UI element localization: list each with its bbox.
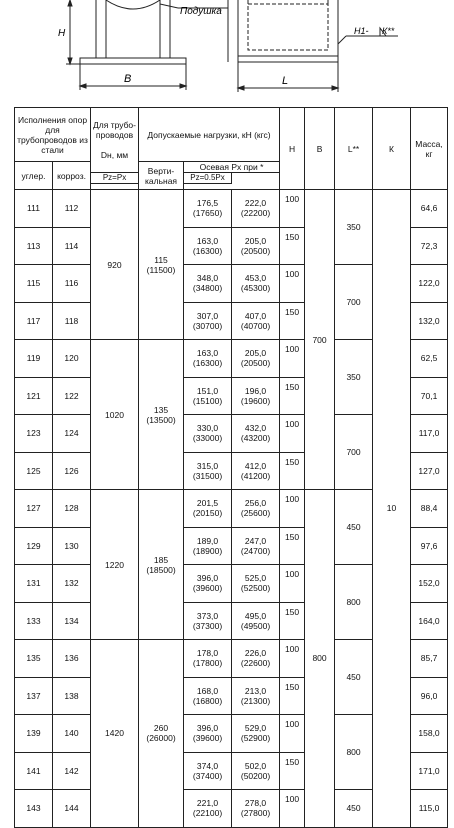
cell-mass: 72,3 — [411, 227, 448, 265]
cell-mass: 164,0 — [411, 602, 448, 640]
cell-pz-half: 256,0 (25600) — [232, 490, 280, 528]
supports-table — [14, 107, 448, 828]
header-loads: Допускаемые нагрузки, кН (кгс) — [139, 108, 280, 162]
cell-carbon: 121 — [15, 377, 53, 415]
cell-h: 100 — [280, 415, 305, 453]
cell-mass: 127,0 — [411, 452, 448, 490]
cell-corrosion: 122 — [53, 377, 91, 415]
cell-corrosion: 132 — [53, 565, 91, 603]
cell-dn: 1020 — [91, 340, 139, 490]
label-podushka: Подушка — [180, 6, 222, 17]
cell-carbon: 141 — [15, 752, 53, 790]
cell-pz-px: 189,0 (18900) — [184, 527, 232, 565]
cell-corrosion: 136 — [53, 640, 91, 678]
cell-pz-px: 374,0 (37400) — [184, 752, 232, 790]
cell-corrosion: 114 — [53, 227, 91, 265]
cell-l: 350 — [335, 190, 373, 265]
cell-carbon: 113 — [15, 227, 53, 265]
cell-pz-px: 315,0 (31500) — [184, 452, 232, 490]
cell-h: 150 — [280, 752, 305, 790]
cell-pz-px: 330,0 (33000) — [184, 415, 232, 453]
cell-pz-px: 221,0 (22100) — [184, 790, 232, 828]
callout-h1: Н1- — [354, 26, 369, 36]
cell-b: 800 — [305, 490, 335, 828]
cell-mass: 62,5 — [411, 340, 448, 378]
cell-l: 700 — [335, 415, 373, 490]
header-pz-px: Pz=Px — [91, 173, 139, 184]
header-mass: Масса, кг — [411, 108, 448, 190]
cell-h: 100 — [280, 490, 305, 528]
header-pipes: Для трубо-проводов Dн, мм — [91, 108, 139, 173]
cell-l: 450 — [335, 790, 373, 828]
cell-pz-px: 396,0 (39600) — [184, 715, 232, 753]
cell-pz-px: 163,0 (16300) — [184, 340, 232, 378]
cell-l: 450 — [335, 640, 373, 715]
cell-corrosion: 128 — [53, 490, 91, 528]
cell-pz-px: 178,0 (17800) — [184, 640, 232, 678]
cell-carbon: 133 — [15, 602, 53, 640]
cell-mass: 96,0 — [411, 677, 448, 715]
cell-h: 100 — [280, 715, 305, 753]
cell-h: 100 — [280, 340, 305, 378]
cell-corrosion: 130 — [53, 527, 91, 565]
cell-pz-half: 502,0 (50200) — [232, 752, 280, 790]
cell-pz-px: 348,0 (34800) — [184, 265, 232, 303]
cell-pz-half: 495,0 (49500) — [232, 602, 280, 640]
cell-pz-px: 151,0 (15100) — [184, 377, 232, 415]
cell-mass: 85,7 — [411, 640, 448, 678]
cell-carbon: 123 — [15, 415, 53, 453]
cell-pz-half: 205,0 (20500) — [232, 340, 280, 378]
header-executions: Исполнения опор для трубопроводов из стали — [15, 108, 91, 162]
cell-carbon: 131 — [15, 565, 53, 603]
callout-k: К** — [382, 26, 395, 36]
cell-mass: 132,0 — [411, 302, 448, 340]
cell-pz-half: 247,0 (24700) — [232, 527, 280, 565]
cell-h: 150 — [280, 377, 305, 415]
cell-vertical: 185 (18500) — [139, 490, 184, 640]
cell-corrosion: 144 — [53, 790, 91, 828]
cell-h: 100 — [280, 565, 305, 603]
dim-b-label: В — [124, 73, 132, 85]
header-axial: Осевая Рх при * — [184, 162, 280, 173]
cell-carbon: 135 — [15, 640, 53, 678]
header-pz-half: Pz=0.5Px — [184, 173, 232, 184]
cell-pz-half: 525,0 (52500) — [232, 565, 280, 603]
cell-pz-px: 201,5 (20150) — [184, 490, 232, 528]
cell-carbon: 139 — [15, 715, 53, 753]
cell-carbon: 115 — [15, 265, 53, 303]
cell-l: 350 — [335, 340, 373, 415]
cell-h: 100 — [280, 190, 305, 228]
cell-corrosion: 126 — [53, 452, 91, 490]
cell-carbon: 117 — [15, 302, 53, 340]
cell-pz-half: 412,0 (41200) — [232, 452, 280, 490]
cell-b: 700 — [305, 190, 335, 490]
cell-pz-half: 407,0 (40700) — [232, 302, 280, 340]
cell-corrosion: 142 — [53, 752, 91, 790]
cell-carbon: 119 — [15, 340, 53, 378]
header-corrosion: корроз. — [53, 162, 91, 190]
cell-dn: 1420 — [91, 640, 139, 828]
cell-dn: 920 — [91, 190, 139, 340]
dim-h-label: Н — [58, 28, 66, 39]
cell-mass: 117,0 — [411, 415, 448, 453]
cell-corrosion: 134 — [53, 602, 91, 640]
cell-mass: 152,0 — [411, 565, 448, 603]
cell-carbon: 127 — [15, 490, 53, 528]
cell-pz-half: 278,0 (27800) — [232, 790, 280, 828]
cell-pz-half: 226,0 (22600) — [232, 640, 280, 678]
cell-pz-px: 307,0 (30700) — [184, 302, 232, 340]
cell-mass: 122,0 — [411, 265, 448, 303]
cell-carbon: 137 — [15, 677, 53, 715]
support-drawing — [0, 0, 454, 100]
cell-h: 100 — [280, 790, 305, 828]
cell-pz-half: 213,0 (21300) — [232, 677, 280, 715]
cell-h: 150 — [280, 602, 305, 640]
cell-corrosion: 118 — [53, 302, 91, 340]
cell-h: 150 — [280, 302, 305, 340]
cell-pz-half: 222,0 (22200) — [232, 190, 280, 228]
cell-pz-px: 163,0 (16300) — [184, 227, 232, 265]
dim-l-label: L — [282, 75, 289, 87]
cell-pz-half: 205,0 (20500) — [232, 227, 280, 265]
cell-pz-px: 396,0 (39600) — [184, 565, 232, 603]
cell-l: 450 — [335, 490, 373, 565]
cell-corrosion: 140 — [53, 715, 91, 753]
cell-vertical: 135 (13500) — [139, 340, 184, 490]
cell-pz-px: 168,0 (16800) — [184, 677, 232, 715]
header-vertical: Верти-кальная — [139, 162, 184, 190]
table-row — [15, 190, 448, 228]
cell-h: 150 — [280, 452, 305, 490]
cell-carbon: 111 — [15, 190, 53, 228]
header-l: L** — [335, 108, 373, 190]
cell-h: 100 — [280, 265, 305, 303]
cell-pz-half: 453,0 (45300) — [232, 265, 280, 303]
cell-corrosion: 116 — [53, 265, 91, 303]
cell-l: 800 — [335, 565, 373, 640]
cell-l: 700 — [335, 265, 373, 340]
cell-pz-px: 373,0 (37300) — [184, 602, 232, 640]
cell-carbon: 125 — [15, 452, 53, 490]
header-b: В — [305, 108, 335, 190]
header-carbon: углер. — [15, 162, 53, 190]
cell-mass: 70,1 — [411, 377, 448, 415]
cell-carbon: 129 — [15, 527, 53, 565]
cell-pz-px: 176,5 (17650) — [184, 190, 232, 228]
cell-l: 800 — [335, 715, 373, 790]
cell-carbon: 143 — [15, 790, 53, 828]
cell-mass: 64,6 — [411, 190, 448, 228]
cell-corrosion: 112 — [53, 190, 91, 228]
cell-mass: 97,6 — [411, 527, 448, 565]
cell-pz-half: 432,0 (43200) — [232, 415, 280, 453]
cell-dn: 1220 — [91, 490, 139, 640]
header-h: Н — [280, 108, 305, 190]
cell-h: 150 — [280, 527, 305, 565]
cell-mass: 115,0 — [411, 790, 448, 828]
cell-vertical: 260 (26000) — [139, 640, 184, 828]
cell-corrosion: 124 — [53, 415, 91, 453]
cell-h: 150 — [280, 227, 305, 265]
cell-mass: 171,0 — [411, 752, 448, 790]
cell-mass: 158,0 — [411, 715, 448, 753]
cell-k: 10 — [373, 190, 411, 828]
cell-corrosion: 120 — [53, 340, 91, 378]
cell-h: 100 — [280, 640, 305, 678]
cell-corrosion: 138 — [53, 677, 91, 715]
cell-pz-half: 196,0 (19600) — [232, 377, 280, 415]
cell-vertical: 115 (11500) — [139, 190, 184, 340]
cell-pz-half: 529,0 (52900) — [232, 715, 280, 753]
cell-mass: 88,4 — [411, 490, 448, 528]
header-k: К — [373, 108, 411, 190]
cell-h: 150 — [280, 677, 305, 715]
